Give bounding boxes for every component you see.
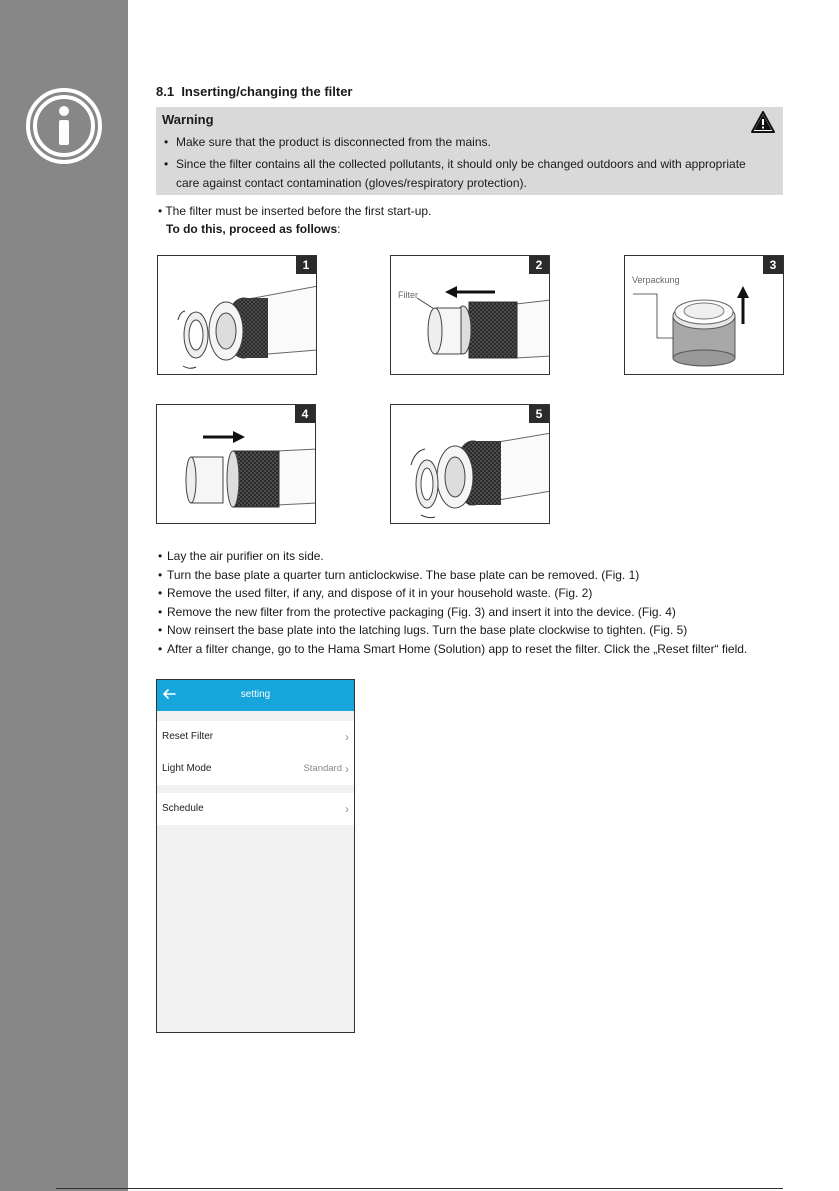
app-header (157, 680, 354, 711)
row-label: Reset Filter (162, 731, 214, 742)
figure-4-illustration (157, 405, 315, 523)
intro-line: • The filter must be inserted before the first start-up. (158, 204, 432, 218)
figure-5 (390, 404, 550, 524)
step-item: • After a filter change, go to the Hama Smart Home (Solution) app to reset the filter. Click the „Reset filter“ field. (158, 640, 747, 659)
warning-title: Warning (162, 112, 214, 127)
step-item: • Remove the new filter from the protective packaging (Fig. 3) and insert it into the device. (Fig. 4) (158, 603, 747, 622)
row-value: Standard (303, 763, 342, 774)
step-item: • Now reinsert the base plate into the latching lugs. Turn the base plate clockwise to tighten. (Fig. 5) (158, 621, 747, 640)
figure-1 (157, 255, 317, 375)
step-item: • Turn the base plate a quarter turn anticlockwise. The base plate can be removed. (Fig. 1) (158, 566, 747, 585)
figure-3 (624, 255, 784, 375)
step-item: • Remove the used filter, if any, and dispose of it in your household waste. (Fig. 2) (158, 584, 747, 603)
app-screenshot (156, 679, 355, 1033)
figure-number: 3 (763, 256, 783, 274)
packaging-caption: Verpackung (632, 275, 680, 285)
figure-2-illustration (391, 256, 549, 374)
figure-number: 2 (529, 256, 549, 274)
light-mode-row[interactable] (157, 753, 354, 785)
section-title: 8.1 Inserting/changing the filter (156, 84, 353, 99)
warning-box (156, 107, 783, 195)
row-label: Light Mode (162, 763, 212, 774)
chevron-right-icon: › (345, 762, 349, 776)
chevron-right-icon: › (345, 730, 349, 744)
app-title: setting (240, 689, 271, 700)
figure-number: 1 (296, 256, 316, 274)
filter-caption: Filter (398, 290, 418, 300)
reset-filter-row[interactable] (157, 721, 354, 753)
warning-item: • Make sure that the product is disconnected from the mains. (162, 133, 752, 152)
figure-number: 4 (295, 405, 315, 423)
side-bar (0, 0, 128, 1191)
figure-1-illustration (158, 256, 316, 374)
row-label: Schedule (162, 803, 204, 814)
chevron-right-icon: › (345, 802, 349, 816)
schedule-row[interactable] (157, 793, 354, 825)
step-list (158, 547, 747, 658)
info-icon (24, 86, 104, 166)
figure-3-illustration (625, 256, 783, 374)
step-item: • Lay the air purifier on its side. (158, 547, 747, 566)
footer-rule (56, 1188, 783, 1189)
warning-item: • Since the filter contains all the collected pollutants, it should only be changed outdoors and with appropriate care against contact contamination (gloves/respiratory protection). (162, 155, 752, 193)
figure-5-illustration (391, 405, 549, 523)
figure-2 (390, 255, 550, 375)
intro-bold: To do this, proceed as follows (166, 222, 338, 236)
figure-number: 5 (529, 405, 549, 423)
intro-text: • The filter must be inserted before the first start-up. To do this, proceed as follows: (158, 204, 432, 236)
warning-list (162, 133, 752, 193)
figure-4 (156, 404, 316, 524)
warning-triangle-icon (751, 111, 775, 133)
